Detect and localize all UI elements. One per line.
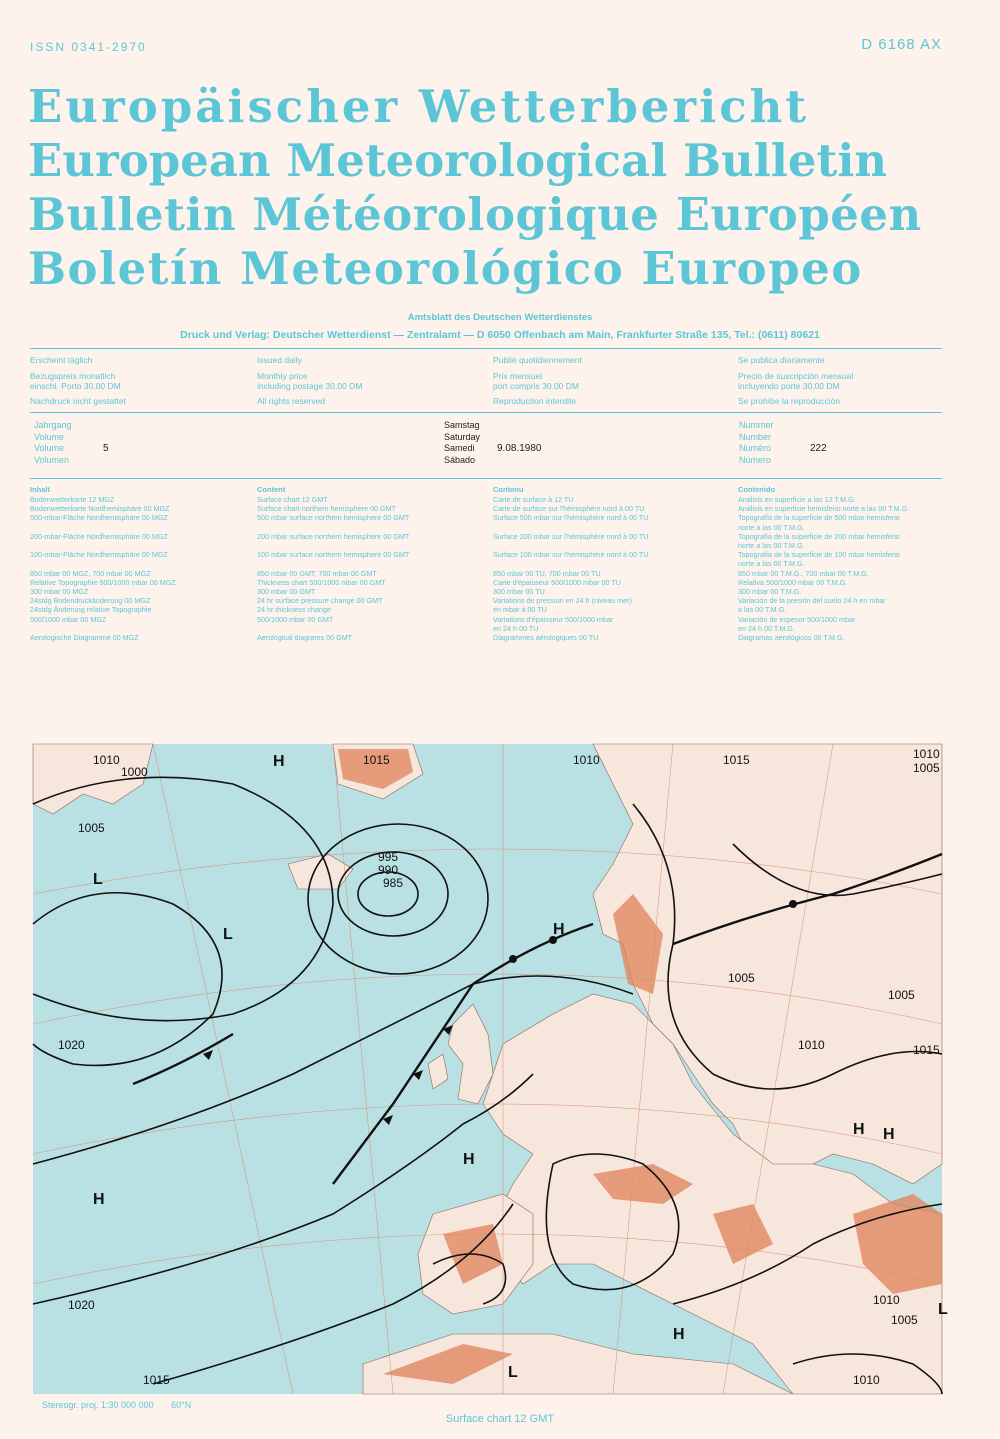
title-spanish: Boletín Meteorológico Europeo — [28, 242, 863, 295]
isobar-label: 995 — [378, 850, 399, 864]
number-labels: Nummer Number Numéro Número — [739, 420, 774, 465]
contents-item — [257, 559, 493, 568]
contents-item: Surface 500 mbar sur l'hémisphère nord à 00 TU — [493, 513, 649, 523]
contents-item: 300 mbar 00 T.M.G. — [738, 587, 802, 597]
contents-item: a las 00 T.M.G. — [738, 605, 787, 615]
low-pressure-center: L — [508, 1364, 518, 1381]
contents-item: Variations de pression en 24 h (niveau mer) — [493, 596, 632, 606]
contents-item: 500/1000 mbar 00 GMT — [257, 614, 334, 624]
isobar-label: 1010 — [873, 1293, 900, 1307]
high-pressure-center: H — [883, 1126, 895, 1143]
contents-item: Carte de surface à 12 TU — [493, 495, 574, 504]
contents-english: Content Surface chart 12 GMT Surface chart northern hemisphere 00 GMT 500 mbar surface northern hemisphere 00 GMT 200 mbar surface northern hemisphere 00 GMT 100 mbar surface northern hemisphere 00 GMT 850 mbar 00 GMT, 700 mbar 00 GMT Thickness chart 500/1000 mbar 00 GMT 300 mbar 00 GMT 24 hr surface pressure change 00 GMT 24 hr thickness change 500/1000 mbar 00 GMT Aerological diagrams 00 GMT — [257, 485, 493, 642]
contents-item: en 24 h 00 TU — [493, 623, 539, 633]
high-pressure-center: H — [463, 1151, 475, 1168]
contents-item: Surface chart 12 GMT — [257, 495, 328, 504]
contents-item: Carte d'épaisseur 500/1000 mbar 00 TU — [493, 577, 621, 587]
projection-note: Stereogr. proj. 1:30 000 000 60°N — [42, 1400, 192, 1410]
info-spanish: Se publica diariamente Precio de suscripción mensual incluyendo porte 30.00 DM Se prohíbe la reproducción — [738, 355, 854, 406]
contents-item: Relativa 500/1000 mbar 00 T.M.G. — [738, 577, 848, 587]
info-english: Issued daily Monthly price including postage 30.00 DM All rights reserved — [257, 355, 363, 406]
contents-item: norte a las 00 T.M.G. — [738, 522, 805, 532]
isobar-label: 990 — [378, 863, 399, 877]
isobar-label: 1015 — [143, 1373, 170, 1387]
info-german: Erscheint täglich Bezugspreis monatlich einschl. Porto 30.00 DM Nachdruck nicht gestattet — [30, 355, 126, 406]
bulletin-code: D 6168 AX — [861, 36, 942, 53]
contents-item: 850 mbar 00 T.M.G., 700 mbar 00 T.M.G. — [738, 568, 869, 578]
contents-item: 500-mbar-Fläche Nordhemisphäre 00 MGZ — [30, 513, 168, 523]
contents-item: 24stdg Änderung relative Topographie — [30, 605, 152, 615]
contents-item: 850 mbar 00 GMT, 700 mbar 00 GMT — [257, 568, 377, 578]
contents-item: 24 hr surface pressure change 00 GMT — [257, 596, 383, 606]
contents-item: 200-mbar-Fläche Nordhemisphäre 00 MGZ — [30, 531, 168, 541]
contents-item — [257, 523, 493, 532]
divider — [30, 412, 942, 413]
contents-item: Topografía de la superficie de 200 mbar hemisferio — [738, 531, 900, 541]
contents-item: Thickness chart 500/1000 mbar 00 GMT — [257, 577, 386, 587]
contents-item — [493, 523, 738, 532]
high-pressure-center: H — [93, 1191, 105, 1208]
high-pressure-center: H — [273, 753, 285, 770]
isobar-label: 1010 — [798, 1038, 825, 1052]
contents-item: norte a las 00 T.M.G. — [738, 541, 805, 551]
contents-item: 100 mbar surface northern hemisphere 00 GMT — [257, 550, 410, 560]
contents-item: Aerological diagrams 00 GMT — [257, 633, 353, 643]
contents-item: 24stdg Bodendruckänderung 00 MGZ — [30, 596, 151, 606]
contents-item: 850 mbar 00 TU, 700 mbar 00 TU — [493, 568, 601, 578]
occluded-front-bump — [789, 900, 797, 908]
isobar-label: 1005 — [913, 761, 940, 775]
contents-item: Aerologische Diagramme 00 MGZ — [30, 633, 139, 643]
isobar-label: 1005 — [888, 988, 915, 1002]
contents-item: Surface 200 mbar sur l'hémisphère nord à 00 TU — [493, 531, 649, 541]
contents-item — [30, 624, 257, 633]
contents-item: 500/1000 mbar 00 MGZ — [30, 614, 107, 624]
isobar-label: 1015 — [363, 753, 390, 767]
isobar-label: 1020 — [68, 1298, 95, 1312]
isobar-label: 1010 — [573, 753, 600, 767]
contents-item: 300 mbar 00 GMT — [257, 587, 316, 597]
contents-item — [257, 624, 493, 633]
isobar-label: 985 — [383, 876, 404, 890]
contents-item: Diagramas aerológicos 00 T.M.G. — [738, 633, 845, 643]
contents-item: Variations d'épaisseur 500/1000 mbar — [493, 614, 614, 624]
divider — [30, 478, 942, 479]
low-pressure-center: L — [93, 871, 103, 888]
isobar-label: 1005 — [728, 971, 755, 985]
map-caption: Surface chart 12 GMT — [445, 1413, 555, 1425]
contents-item: 24 hr thickness change — [257, 605, 331, 615]
title-english: European Meteorological Bulletin — [28, 134, 888, 187]
issue-number: 222 — [810, 443, 827, 454]
volume-value: 5 — [103, 443, 109, 454]
contents-item — [30, 541, 257, 550]
contents-item: Bodenwetterkarte 12 MGZ — [30, 495, 115, 504]
high-pressure-center: H — [553, 921, 565, 938]
contents-item: 100-mbar-Fläche Nordhemisphäre 00 MGZ — [30, 550, 168, 560]
contents-french: Contenu Carte de surface à 12 TU Carte de surface sur l'hémisphère nord à 00 TU Surface 500 mbar sur l'hémisphère nord à 00 TU Surface 200 mbar sur l'hémisphère nord à 00 TU Surface 100 mbar sur l'hémisphère nord à 00 TU 850 mbar 00 TU, 700 mbar 00 TU Carte d'épaisseur 500/1000 mbar 00 TU 300 mbar 00 TU Variations de pression en 24 h (niveau mer) en mbar à 00 TU Variations d'épaisseur 500/1000 mbar en 24 h 00 TU Diagrammes aérologiques 00 TU — [493, 485, 738, 642]
contents-item: Análisis en superficie hemisferio norte a las 00 T.M.G. — [738, 504, 910, 514]
isobar-label: 1010 — [93, 753, 120, 767]
volume-labels: Jahrgang Volume Volume Volumen — [34, 420, 72, 465]
isobar-label: 1000 — [121, 765, 148, 779]
contents-item — [493, 559, 738, 568]
contents-item: en 24 h 00 T.M.G. — [738, 623, 796, 633]
contents-item — [257, 541, 493, 550]
contents-item: 500 mbar surface northern hemisphere 00 GMT — [257, 513, 410, 523]
info-french: Publié quotidiennement Prix mensuel port compris 30.00 DM Reproduction interdite — [493, 355, 582, 406]
day-labels: Samstag Saturday Samedi Sábado — [444, 420, 481, 465]
contents-spanish: Contenido Análisis en superficie a las 12 T.M.G. Análisis en superficie hemisferio norte a las 00 T.M.G. Topografía de la superficie de 500 mbar hemisferio norte a las 00 T.M.G. Topografía de la superficie de 200 mbar hemisferio norte a las 00 T.M.G. Topografía de la superficie de 100 mbar hemisferio norte a las 00 T.M.G. 850 mbar 00 T.M.G., 700 mbar 00 T.M.G. Relativa 500/1000 mbar 00 T.M.G. 300 mbar 00 T.M.G. Variación de la presión del suelo 24 h en mbar a las 00 T.M.G. Variación de espesor 500/1000 mbar en 24 h 00 T.M.G. Diagramas aerológicos 00 T.M.G. — [738, 485, 942, 642]
issue-date: 9.08.1980 — [497, 443, 542, 454]
publisher-line-1: Amtsblatt des Deutschen Wetterdienstes — [407, 312, 593, 323]
isobar-label: 1005 — [891, 1313, 918, 1327]
contents-item: Análisis en superficie a las 12 T.M.G. — [738, 495, 856, 504]
contents-item: Topografía de la superficie de 500 mbar hemisferio — [738, 513, 900, 523]
contents-item — [493, 541, 738, 550]
contents-item: norte a las 00 T.M.G. — [738, 559, 805, 569]
contents-item: Surface chart northern hemisphere 00 GMT — [257, 504, 397, 514]
high-pressure-center: H — [853, 1121, 865, 1138]
isobar-label: 1010 — [913, 747, 940, 761]
contents-german: Inhalt Bodenwetterkarte 12 MGZ Bodenwetterkarte Nordhemisphäre 00 MGZ 500-mbar-Fläche Nordhemisphäre 00 MGZ 200-mbar-Fläche Nordhemisphäre 00 MGZ 100-mbar-Fläche Nordhemisphäre 00 MGZ 850 mbar 00 MGZ, 700 mbar 00 MGZ Relative Topographie 500/1000 mbar 00 MGZ 300 mbar 00 MGZ 24stdg Bodendruckänderung 00 MGZ 24stdg Änderung relative Topographie 500/1000 mbar 00 MGZ Aerologische Diagramme 00 MGZ — [30, 485, 257, 642]
contents-item: Diagrammes aérologiques 00 TU — [493, 633, 599, 643]
contents-item: Relative Topographie 500/1000 mbar 00 MGZ — [30, 577, 176, 587]
contents-item: Variación de la presión del suelo 24 h en mbar — [738, 596, 886, 606]
title-german: Europäischer Wetterbericht — [28, 80, 810, 133]
table-of-contents — [30, 485, 942, 642]
issn-number: ISSN 0341-2970 — [30, 40, 147, 54]
contents-item — [30, 523, 257, 532]
high-pressure-center: H — [673, 1326, 685, 1343]
contents-item: Surface 100 mbar sur l'hémisphère nord à 00 TU — [493, 550, 649, 560]
isobar-label: 1015 — [913, 1043, 940, 1057]
isobar-label: 1005 — [78, 821, 105, 835]
contents-item: 300 mbar 00 TU — [493, 587, 545, 597]
contents-item: Carte de surface sur l'hémisphère nord à 00 TU — [493, 504, 645, 514]
contents-item: 850 mbar 00 MGZ, 700 mbar 00 MGZ — [30, 568, 151, 578]
contents-item: Bodenwetterkarte Nordhemisphäre 00 MGZ — [30, 504, 170, 514]
surface-weather-map — [33, 744, 948, 1394]
contents-item: Topografía de la superficie de 100 mbar hemisferio — [738, 550, 900, 560]
low-pressure-center: L — [223, 926, 233, 943]
contents-item: 200 mbar surface northern hemisphere 00 GMT — [257, 531, 410, 541]
title-french: Bulletin Météorologique Européen — [28, 188, 922, 241]
isobar-label: 1010 — [853, 1373, 880, 1387]
publisher-line-2: Druck und Verlag: Deutscher Wetterdienst — Zentralamt — D 6050 Offenbach am Main, Frankfurter Straße 135, Tel.: (0611) 80621 — [180, 329, 820, 341]
subscription-info — [30, 355, 942, 406]
divider — [30, 348, 942, 349]
isobar-label: 1015 — [723, 753, 750, 767]
contents-item: en mbar à 00 TU — [493, 605, 547, 615]
low-pressure-center: L — [938, 1301, 948, 1318]
contents-item: 300 mbar 00 MGZ — [30, 587, 89, 597]
isobar-label: 1020 — [58, 1038, 85, 1052]
contents-item — [30, 559, 257, 568]
warm-front-bump — [509, 955, 517, 963]
contents-item: Variación de espesor 500/1000 mbar — [738, 614, 856, 624]
